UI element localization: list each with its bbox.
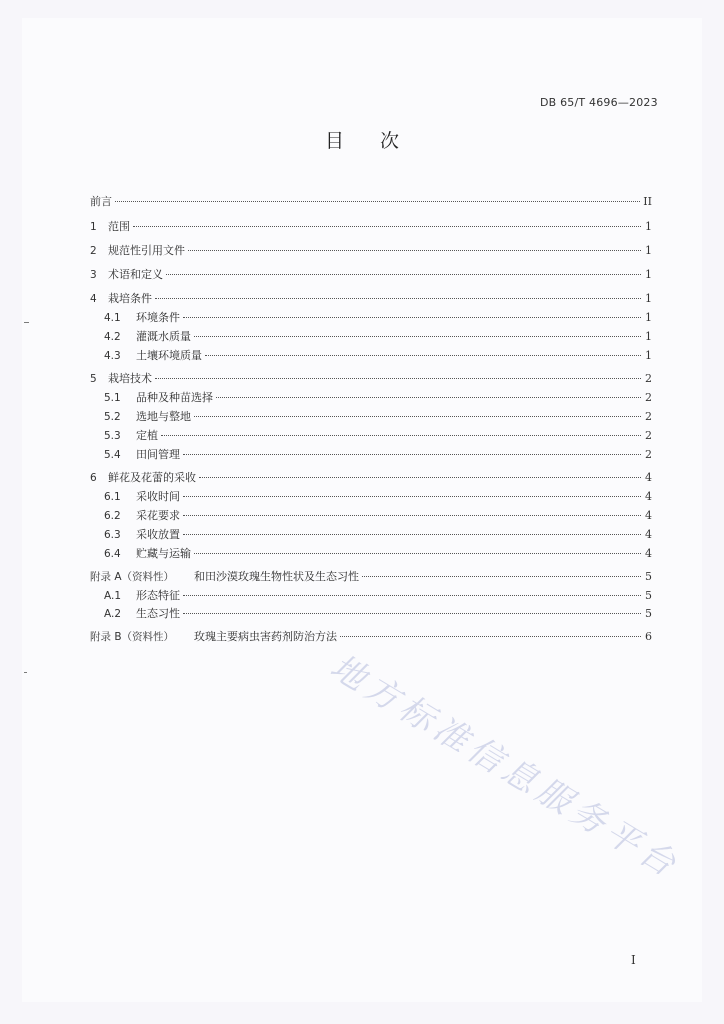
toc-entry-title: 前言 (90, 195, 112, 208)
toc-entry-6-2[interactable] (104, 507, 652, 523)
toc-leader-dots (188, 250, 641, 251)
toc-entry-page: 2 (645, 429, 652, 442)
toc-entry-page: 2 (645, 410, 652, 423)
toc-entry-number: 4 (90, 293, 97, 305)
toc-entry-page: II (643, 195, 652, 208)
toc-entry-number: A.2 (104, 608, 122, 620)
toc-entry-4-3[interactable] (104, 347, 652, 363)
toc-entry-number: 4.2 (104, 331, 121, 343)
toc-entry-4[interactable] (90, 290, 652, 306)
toc-entry-number: 1 (90, 221, 97, 233)
toc-entry-title: 灌溉水质量 (136, 330, 191, 343)
toc-entry-appendix-b[interactable] (90, 628, 652, 644)
toc-entry-a-1[interactable] (104, 587, 652, 603)
toc-leader-dots (161, 435, 641, 436)
toc-entry-number: 5.3 (104, 430, 121, 442)
toc-entry-page: 1 (645, 349, 652, 362)
toc-entry-number: 5.1 (104, 392, 121, 404)
toc-entry-a-2[interactable] (104, 605, 652, 621)
toc-entry-number: 5 (90, 373, 97, 385)
toc-entry-number: 5.4 (104, 449, 121, 461)
toc-entry-number: 6.4 (104, 548, 121, 560)
toc-entry-5[interactable] (90, 370, 652, 386)
toc-entry-6[interactable] (90, 469, 652, 485)
toc-entry-number: 4.3 (104, 350, 121, 362)
toc-entry-title: 田间管理 (136, 448, 180, 461)
document-code: DB 65/T 4696—2023 (540, 96, 658, 109)
toc-entry-title: 栽培条件 (108, 292, 152, 305)
toc-leader-dots (155, 298, 641, 299)
toc-entry-title: 定植 (136, 429, 158, 442)
toc-leader-dots (194, 553, 641, 554)
toc-entry-number: 附录 B（资料性） (90, 631, 175, 643)
toc-entry-number: 6.1 (104, 491, 121, 503)
toc-entry-title: 玫瑰主要病虫害药剂防治方法 (194, 630, 338, 643)
toc-entry-title: 采花要求 (136, 509, 180, 522)
toc-entry-number: A.1 (104, 590, 122, 602)
toc-leader-dots (194, 336, 641, 337)
toc-leader-dots (199, 477, 641, 478)
toc-entry-preface[interactable] (90, 193, 652, 209)
toc-entry-number: 6.3 (104, 529, 121, 541)
toc-leader-dots (362, 576, 641, 577)
page-number: I (631, 953, 636, 967)
toc-leader-dots (183, 534, 641, 535)
toc-entry-number: 附录 A（资料性） (90, 571, 175, 583)
toc-entry-3[interactable] (90, 266, 652, 282)
toc-entry-number: 4.1 (104, 312, 121, 324)
toc-leader-dots (183, 454, 641, 455)
toc-entry-page: 4 (645, 490, 652, 503)
toc-entry-6-4[interactable] (104, 545, 652, 561)
toc-entry-5-2[interactable] (104, 408, 652, 424)
toc-entry-title: 形态特征 (136, 589, 180, 602)
toc-entry-page: 1 (645, 330, 652, 343)
toc-entry-title: 土壤环境质量 (136, 349, 202, 362)
toc-entry-page: 2 (645, 372, 652, 385)
toc-entry-number: 5.2 (104, 411, 121, 423)
toc-leader-dots (183, 317, 641, 318)
toc-entry-page: 6 (645, 630, 652, 643)
toc-entry-title: 生态习性 (136, 607, 180, 620)
toc-entry-title: 鲜花及花蕾的采收 (108, 471, 196, 484)
toc-entry-4-2[interactable] (104, 328, 652, 344)
toc-entry-title: 栽培技术 (108, 372, 152, 385)
toc-entry-title: 范围 (108, 220, 130, 233)
toc-entry-2[interactable] (90, 242, 652, 258)
toc-entry-page: 1 (645, 311, 652, 324)
toc-entry-appendix-a[interactable] (90, 568, 652, 584)
toc-entry-number: 3 (90, 269, 97, 281)
toc-entry-6-3[interactable] (104, 526, 652, 542)
toc-leader-dots (183, 515, 641, 516)
toc-entry-title: 选地与整地 (136, 410, 191, 423)
toc-entry-number: 6.2 (104, 510, 121, 522)
toc-entry-5-1[interactable] (104, 389, 652, 405)
toc-leader-dots (183, 595, 641, 596)
toc-entry-number: 2 (90, 245, 97, 257)
toc-leader-dots (115, 201, 640, 202)
toc-entry-5-3[interactable] (104, 427, 652, 443)
toc-entry-page: 5 (645, 607, 652, 620)
toc-entry-4-1[interactable] (104, 309, 652, 325)
toc-entry-title: 术语和定义 (108, 268, 163, 281)
toc-leader-dots (340, 636, 641, 637)
toc-entry-page: 2 (645, 391, 652, 404)
toc-leader-dots (133, 226, 641, 227)
toc-leader-dots (216, 397, 641, 398)
toc-leader-dots (205, 355, 641, 356)
toc-entry-page: 2 (645, 448, 652, 461)
toc-entry-5-4[interactable] (104, 446, 652, 462)
toc-entry-title: 采收时间 (136, 490, 180, 503)
watermark: 地方标准信息服务平台 (323, 646, 687, 888)
toc-entry-page: 1 (645, 244, 652, 257)
toc-leader-dots (183, 496, 641, 497)
toc-entry-title: 贮藏与运输 (136, 547, 191, 560)
toc-leader-dots (155, 378, 641, 379)
toc-entry-title: 环境条件 (136, 311, 180, 324)
toc-entry-title: 采收放置 (136, 528, 180, 541)
toc-entry-number: 6 (90, 472, 97, 484)
toc-entry-page: 1 (645, 220, 652, 233)
toc-entry-page: 4 (645, 547, 652, 560)
toc-entry-page: 1 (645, 292, 652, 305)
toc-entry-title: 品种及种苗选择 (136, 391, 213, 404)
toc-leader-dots (166, 274, 641, 275)
toc-entry-title: 规范性引用文件 (108, 244, 185, 257)
toc-leader-dots (183, 613, 641, 614)
toc-entry-page: 4 (645, 471, 652, 484)
toc-entry-title: 和田沙漠玫瑰生物性状及生态习性 (194, 570, 360, 583)
scan-mark-left-2 (24, 672, 27, 673)
toc-entry-6-1[interactable] (104, 488, 652, 504)
toc-leader-dots (194, 416, 641, 417)
toc-entry-1[interactable] (90, 218, 652, 234)
toc-entry-page: 1 (645, 268, 652, 281)
scan-mark-left (24, 322, 29, 323)
toc-entry-page: 5 (645, 589, 652, 602)
page-title: 目次 (324, 130, 435, 152)
toc-entry-page: 4 (645, 528, 652, 541)
toc-entry-page: 4 (645, 509, 652, 522)
toc-entry-page: 5 (645, 570, 652, 583)
